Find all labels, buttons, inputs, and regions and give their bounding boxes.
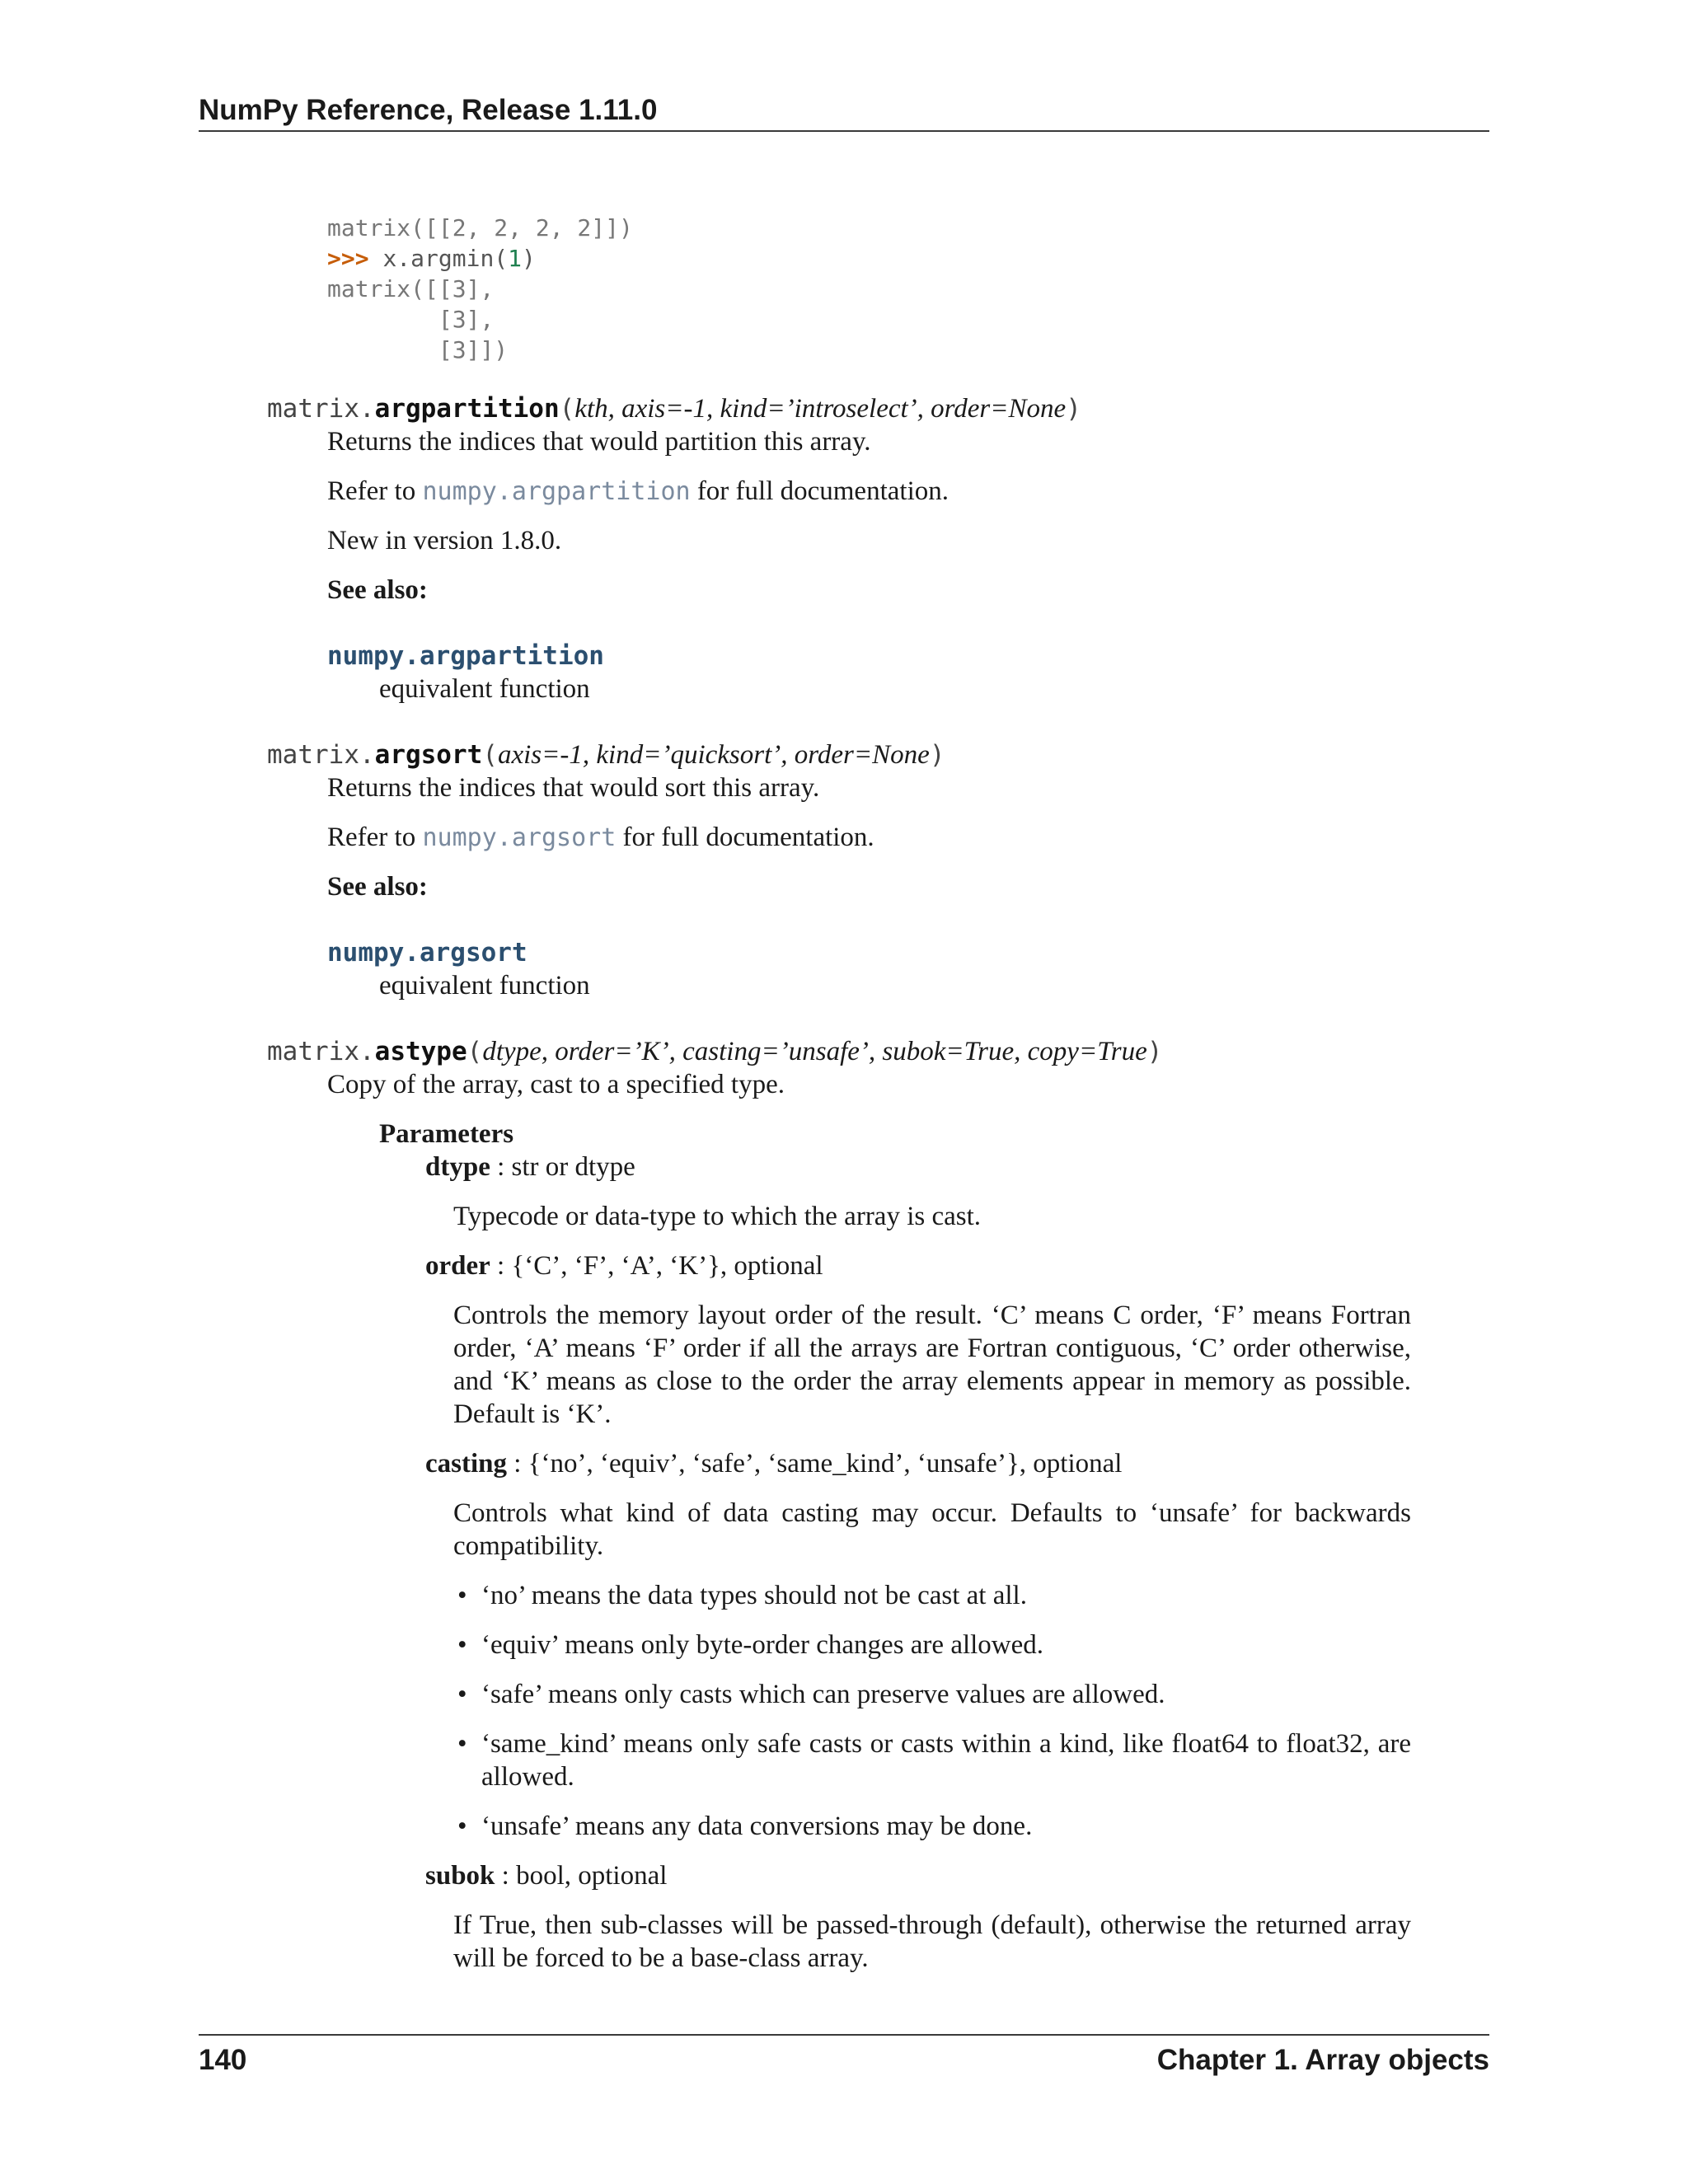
see-also-link[interactable]: numpy.argpartition xyxy=(327,641,604,671)
method-args: dtype, order=’K’, casting=’unsafe’, subok=True, copy=True xyxy=(482,1037,1147,1066)
code-line: matrix([[3], xyxy=(327,275,495,302)
running-header-title: NumPy Reference, Release 1.11.0 xyxy=(199,94,658,126)
argpartition-refer xyxy=(327,475,949,509)
bullet-marker: • xyxy=(457,1581,467,1610)
bullet-marker: • xyxy=(457,1680,467,1709)
chapter-title: Chapter 1. Array objects xyxy=(1156,2044,1489,2076)
method-args: axis=-1, kind=’quicksort’, order=None xyxy=(497,740,930,770)
refer-link[interactable]: numpy.argpartition xyxy=(422,477,691,506)
method-name: astype xyxy=(374,1037,467,1066)
code-line: [3]]) xyxy=(327,336,509,363)
param-description: Typecode or data-type to which the array is cast. xyxy=(453,1202,982,1231)
header-divider xyxy=(199,130,1489,132)
open-paren: ( xyxy=(559,394,575,424)
refer-text-end: for full documentation. xyxy=(690,476,949,506)
see-also-description: equivalent function xyxy=(379,971,590,1001)
param-name: casting xyxy=(425,1449,507,1479)
see-also-label: See also: xyxy=(327,872,428,902)
footer-divider xyxy=(199,2034,1489,2036)
see-also-description: equivalent function xyxy=(379,674,590,704)
class-prefix: matrix. xyxy=(267,1037,375,1066)
list-item: ‘safe’ means only casts which can preserve values are allowed. xyxy=(481,1680,1165,1709)
param-subok xyxy=(425,1859,667,1892)
close-paren: ) xyxy=(1146,1037,1163,1066)
param-casting xyxy=(425,1447,1122,1480)
refer-text-end: for full documentation. xyxy=(616,823,874,852)
refer-text: Refer to xyxy=(327,476,423,506)
code-number: 1 xyxy=(508,245,523,272)
code-call: x.argmin( xyxy=(382,245,509,272)
method-name: argsort xyxy=(374,740,483,770)
param-name: dtype xyxy=(425,1152,490,1182)
refer-link[interactable]: numpy.argsort xyxy=(422,823,617,852)
param-description: Controls what kind of data casting may occur. Defaults to ‘unsafe’ for backwards compatibility. xyxy=(453,1498,1411,1561)
argpartition-summary: Returns the indices that would partition this array. xyxy=(327,427,871,457)
bullet-marker: • xyxy=(457,1729,467,1759)
param-type: : {‘no’, ‘equiv’, ‘safe’, ‘same_kind’, ‘unsafe’}, optional xyxy=(507,1449,1123,1479)
open-paren: ( xyxy=(482,740,498,770)
argsort-signature xyxy=(267,738,945,771)
param-name: order xyxy=(425,1251,490,1281)
code-line: matrix([[2, 2, 2, 2]]) xyxy=(327,214,633,241)
param-type: : str or dtype xyxy=(490,1152,635,1182)
code-line: [3], xyxy=(327,306,495,333)
method-args: kth, axis=-1, kind=’introselect’, order=None xyxy=(574,394,1067,424)
version-note: New in version 1.8.0. xyxy=(327,526,562,555)
astype-signature xyxy=(267,1035,1162,1068)
param-description: Controls the memory layout order of the result. ‘C’ means C order, ‘F’ means Fortran order, ‘A’ means ‘F’ order if all the arrays are Fortran contiguous, ‘C’ order otherwise, and ‘K’ means as close to the order the array elements appear in memory as possible. Default is ‘K’. xyxy=(453,1301,1411,1429)
param-description: If True, then sub-classes will be passed-through (default), otherwise the returned array will be forced to be a base-class array. xyxy=(453,1910,1411,1973)
argsort-refer xyxy=(327,821,874,855)
close-paren: ) xyxy=(1066,394,1081,424)
code-prompt: >>> xyxy=(327,245,383,272)
method-name: argpartition xyxy=(374,394,560,424)
bullet-marker: • xyxy=(457,1630,467,1660)
class-prefix: matrix. xyxy=(267,394,375,424)
code-example xyxy=(327,213,633,365)
open-paren: ( xyxy=(467,1037,483,1066)
astype-summary: Copy of the array, cast to a specified type. xyxy=(327,1070,785,1099)
see-also-label: See also: xyxy=(327,575,428,605)
param-order xyxy=(425,1249,823,1282)
param-dtype xyxy=(425,1151,635,1183)
refer-text: Refer to xyxy=(327,823,423,852)
argsort-summary: Returns the indices that would sort this array. xyxy=(327,773,820,803)
see-also-link[interactable]: numpy.argsort xyxy=(327,938,528,968)
param-type: : {‘C’, ‘F’, ‘A’, ‘K’}, optional xyxy=(490,1251,823,1281)
list-item: ‘equiv’ means only byte-order changes are allowed. xyxy=(481,1630,1044,1660)
page-number: 140 xyxy=(199,2044,247,2076)
argpartition-signature xyxy=(267,392,1081,425)
list-item: ‘no’ means the data types should not be cast at all. xyxy=(481,1581,1027,1610)
close-paren: ) xyxy=(929,740,945,770)
code-call-close: ) xyxy=(522,245,536,272)
list-item: ‘same_kind’ means only safe casts or casts within a kind, like float64 to float32, are allowed. xyxy=(481,1729,1411,1792)
class-prefix: matrix. xyxy=(267,740,375,770)
param-name: subok xyxy=(425,1861,495,1891)
param-type: : bool, optional xyxy=(495,1861,668,1891)
parameters-label: Parameters xyxy=(379,1119,514,1149)
list-item: ‘unsafe’ means any data conversions may be done. xyxy=(481,1811,1033,1841)
bullet-marker: • xyxy=(457,1811,467,1841)
